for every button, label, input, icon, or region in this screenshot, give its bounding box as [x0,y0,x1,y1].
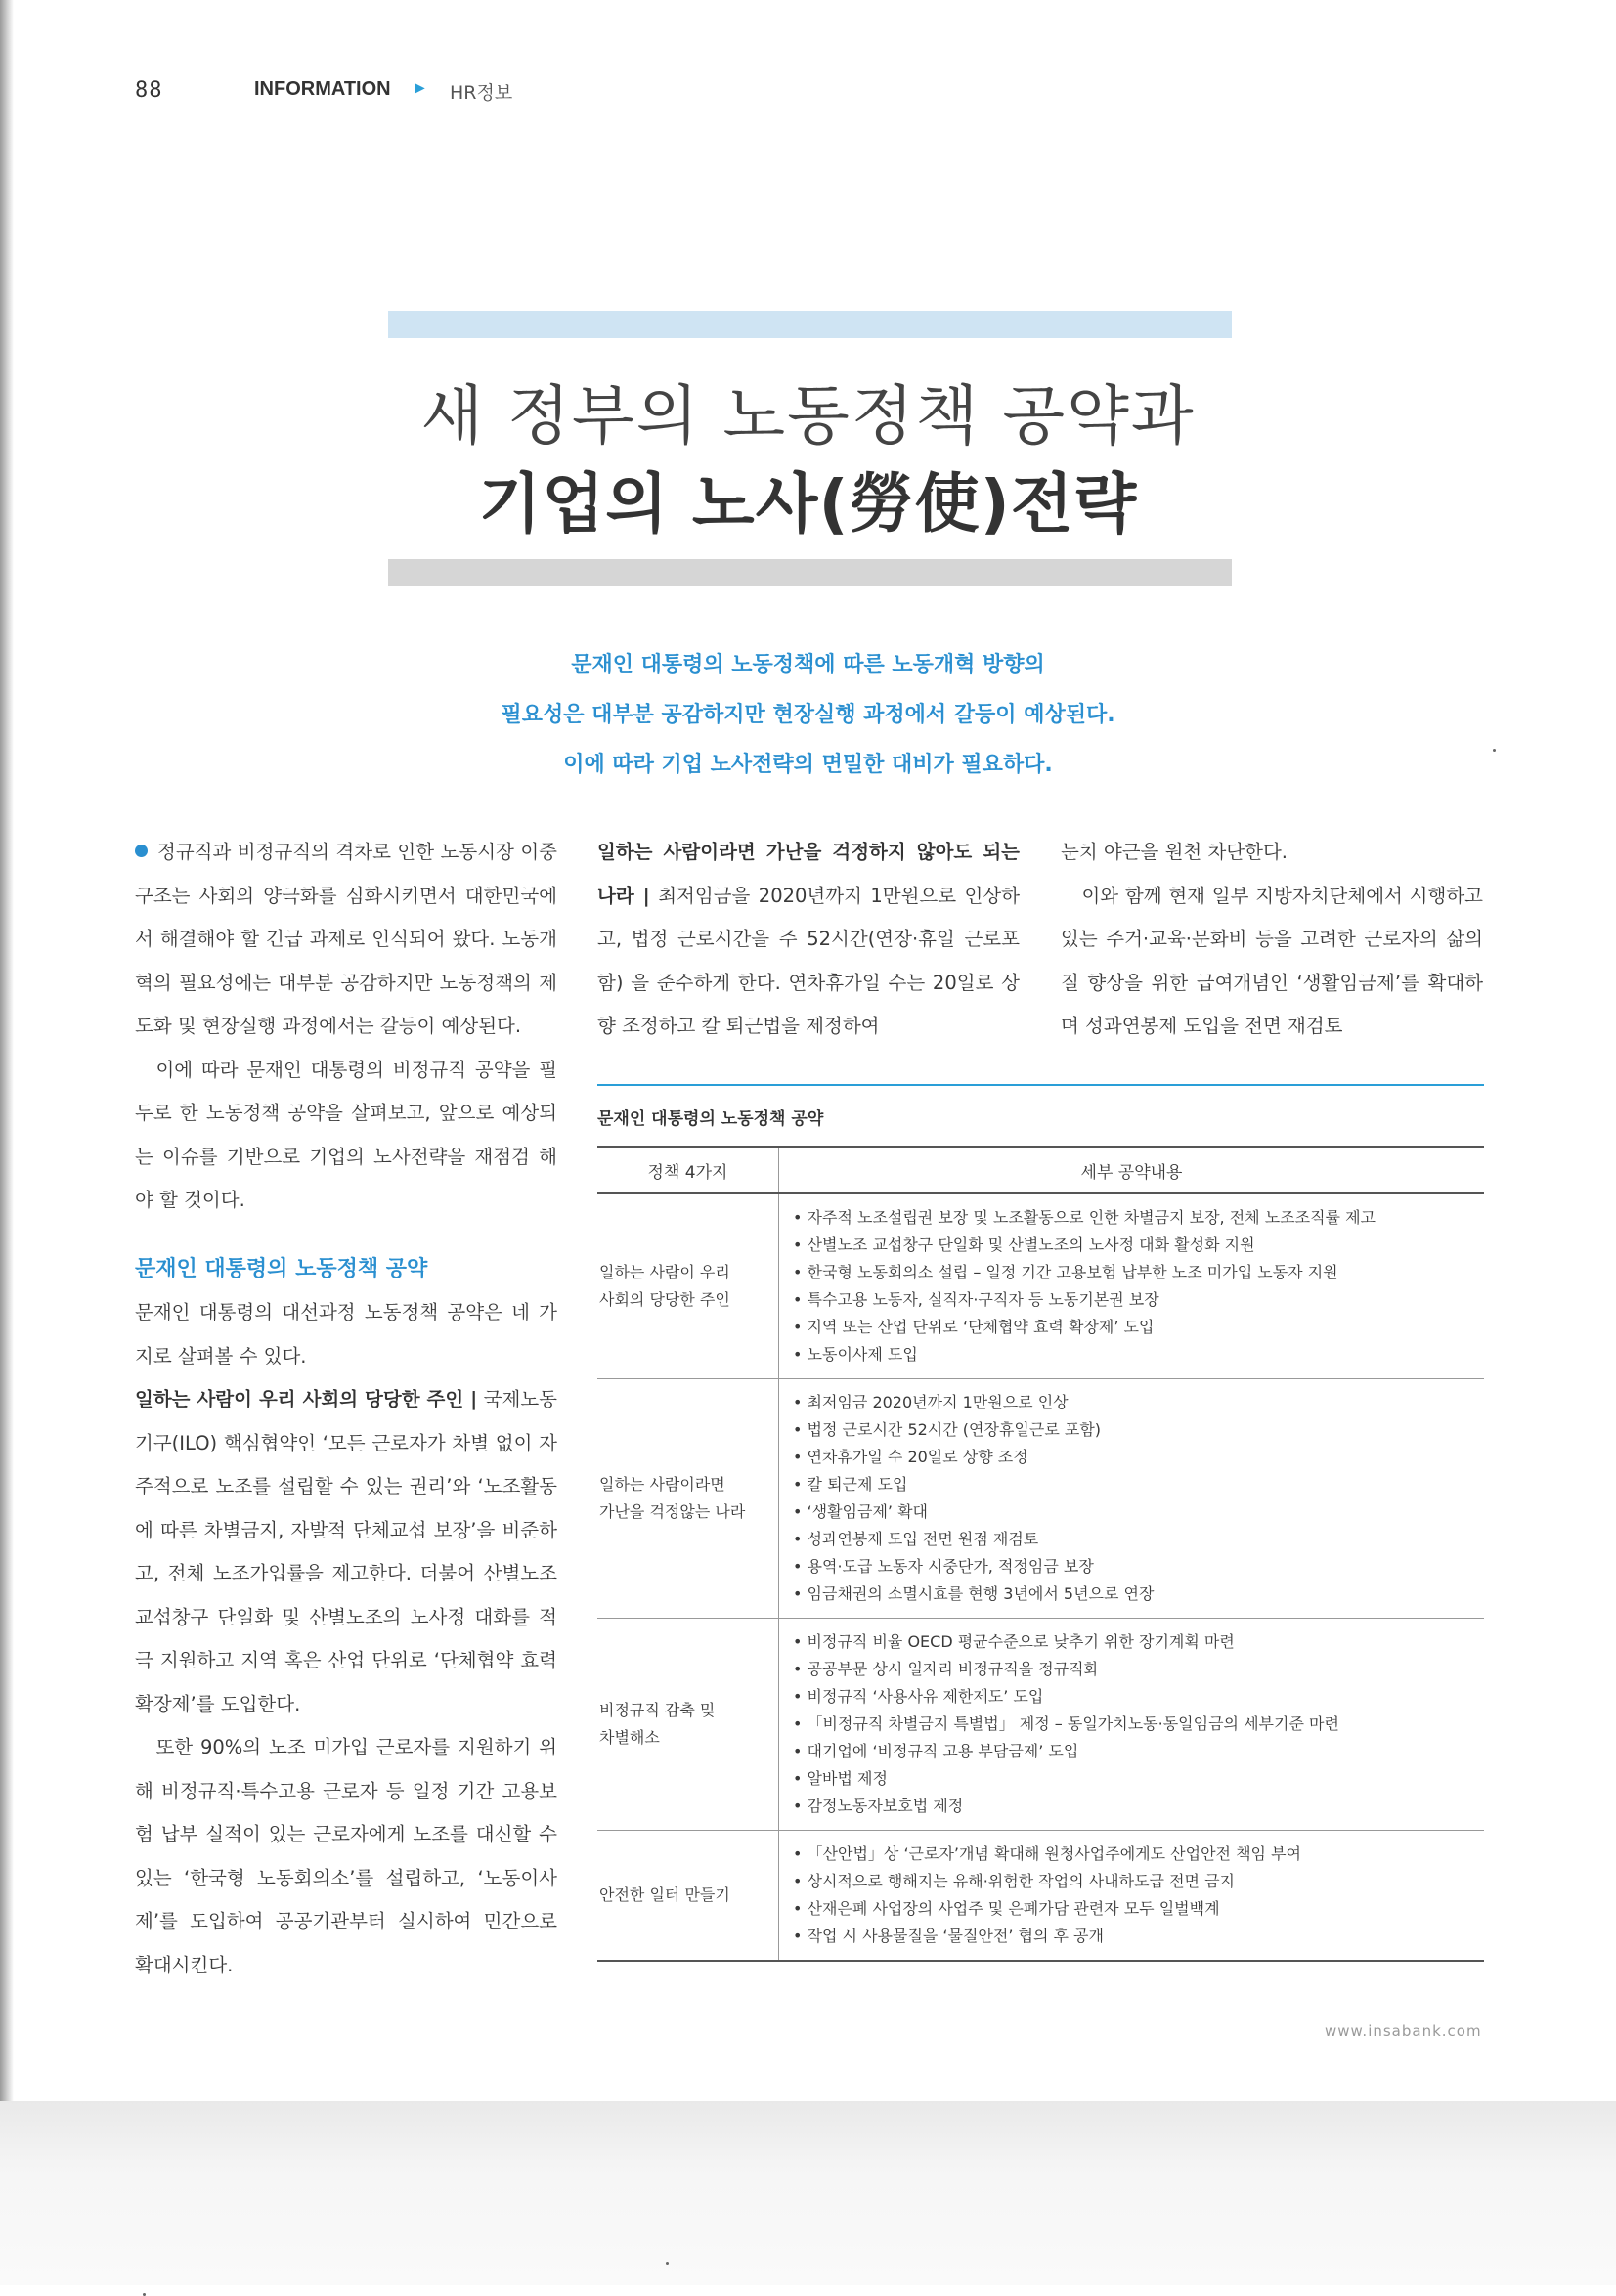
title-bar-top [388,311,1232,338]
policy-cell: 비정규직 감축 및 차별해소 [597,1619,779,1831]
details-cell [779,1193,1485,1379]
list-item: • 지역 또는 산업 단위로 ‘단체협약 효력 확장제’ 도입 [793,1314,1484,1341]
policy-lead: 일하는 사람이라면 가난을 걱정하지 않아도 되는 나라 | [597,841,1020,907]
body-paragraph: 일하는 사람이 우리 사회의 당당한 주인 | 국제노동기구(ILO) 핵심협약인 ‘모든 근로자가 차별 없이 자주적으로 노조를 설립할 수 있는 권리’와 ‘노조활동에 따른 차별금지, 자발적 단체교섭 보장’을 비준하고, 전체 노조가입률을 제고한다. 더불어 산별노조 교섭창구 단일화 및 산별노조의 노사정 대화를 적극 지원하고 지역 혹은 산업 단위로 ‘단체협약 효력 확장제’를 도입한다. [135,1388,557,1715]
list-item: • 한국형 노동회의소 설립 – 일정 기간 고용보험 납부한 노조 미가입 노동자 지원 [793,1259,1484,1286]
details-cell [779,1831,1485,1962]
policy-table [597,1146,1484,1962]
list-item: • 법정 근로시간 52시간 (연장휴일근로 포함) [793,1416,1484,1444]
scan-bottom-shadow [0,2101,1616,2285]
list-item: • 감정노동자보호법 제정 [793,1793,1484,1820]
table-top-rule [597,1084,1484,1086]
body-paragraph: 정규직과 비정규직의 격차로 인한 노동시장 이중구조는 사회의 양극화를 심화시키면서 대한민국에서 해결해야 할 긴급 과제로 인식되어 왔다. 노동개혁의 필요성에는 대부분 공감하지만 노동정책의 제도화 및 현장실행 과정에서는 갈등이 예상된다. [135,841,557,1037]
list-item: • 자주적 노조설립권 보장 및 노조활동으로 인한 차별금지 보장, 전체 노조조직률 제고 [793,1204,1484,1232]
policy-cell: 안전한 일터 만들기 [597,1831,779,1962]
list-item: • 임금채권의 소멸시효를 현행 3년에서 5년으로 연장 [793,1581,1484,1608]
title-bar-bottom [388,559,1232,586]
lead-paragraph [0,640,1616,790]
table-header-row [597,1147,1484,1193]
list-item: • 칼 퇴근제 도입 [793,1471,1484,1498]
list-item: • ‘생활임금제’ 확대 [793,1498,1484,1526]
subsection-label: HR정보 [450,82,513,104]
lead-line: 필요성은 대부분 공감하지만 현장실행 과정에서 갈등이 예상된다. [501,703,1115,727]
body-paragraph: 또한 90%의 노조 미가입 근로자를 지원하기 위해 비정규직·특수고용 근로자 등 일정 기간 고용보험 납부 실적이 있는 근로자에게 노조를 대신할 수 있는 ‘한국형 노동회의소’를 설립하고, ‘노동이사제’를 도입하여 공공기관부터 실시하여 민간으로 확대시킨다. [135,1736,557,1976]
details-cell [779,1619,1485,1831]
body-paragraph: 문재인 대통령의 대선과정 노동정책 공약은 네 가지로 살펴볼 수 있다. [135,1301,557,1367]
details-cell [779,1379,1485,1619]
list-item: • 성과연봉제 도입 전면 원점 재검토 [793,1526,1484,1553]
list-item: • 대기업에 ‘비정규직 고용 부담금제’ 도입 [793,1738,1484,1765]
table-caption: 문재인 대통령의 노동정책 공약 [597,1109,824,1129]
table-header-policy: 정책 4가지 [597,1147,779,1193]
section-subheading: 문재인 대통령의 노동정책 공약 [135,1256,428,1281]
table-row [597,1831,1484,1962]
page-number: 88 [135,78,163,103]
website-footer: www.insabank.com [1325,2022,1482,2040]
title-line-1: 새 정부의 노동정책 공약과 [420,378,1196,454]
body-column-2 [597,831,1020,1049]
policy-cell: 일하는 사람이 우리 사회의 당당한 주인 [597,1193,779,1379]
scan-edge [0,0,14,2101]
list-item: • 산재은폐 사업장의 사업주 및 은폐가담 관련자 모두 일벌백계 [793,1895,1484,1923]
list-item: • 최저임금 2020년까지 1만원으로 인상 [793,1389,1484,1416]
table-header-details: 세부 공약내용 [779,1147,1485,1193]
policy-cell: 일하는 사람이라면 가난을 걱정않는 나라 [597,1379,779,1619]
list-item: • 비정규직 비율 OECD 평균수준으로 낮추기 위한 장기계획 마련 [793,1628,1484,1656]
body-column-3 [1061,831,1483,1049]
list-item: • 공공부문 상시 일자리 비정규직을 정규직화 [793,1656,1484,1683]
title-line-2: 기업의 노사(勞使)전략 [478,466,1138,542]
list-item: • 「산안법」상 ‘근로자’개념 확대해 원청사업주에게도 산업안전 책임 부여 [793,1841,1484,1868]
lead-line: 문재인 대통령의 노동정책에 따른 노동개혁 방향의 [571,653,1045,677]
list-item: • 상시적으로 행해지는 유해·위험한 작업의 사내하도급 전면 금지 [793,1868,1484,1895]
body-paragraph: 이에 따라 문재인 대통령의 비정규직 공약을 필두로 한 노동정책 공약을 살펴보고, 앞으로 예상되는 이슈를 기반으로 기업의 노사전략을 재점검 해야 할 것이다. [135,1058,557,1211]
table-row [597,1379,1484,1619]
list-item: • 연차휴가일 수 20일로 상향 조정 [793,1444,1484,1471]
list-item: • 알바법 제정 [793,1765,1484,1793]
list-item: • 노동이사제 도입 [793,1341,1484,1368]
body-paragraph: 일하는 사람이라면 가난을 걱정하지 않아도 되는 나라 | 최저임금을 2020년까지 1만원으로 인상하고, 법정 근로시간을 주 52시간(연장·휴일 근로포함) 을 준수하게 한다. 연차휴가일 수는 20일로 상향 조정하고 칼 퇴근법을 제정하여 [597,841,1020,1037]
list-item: • 비정규직 ‘사용사유 제한제도’ 도입 [793,1683,1484,1711]
body-paragraph: 눈치 야근을 원천 차단한다. [1061,841,1288,863]
list-item: • 용역·도급 노동자 시중단가, 적정임금 보장 [793,1553,1484,1581]
scan-speck [1493,749,1496,752]
table-row [597,1619,1484,1831]
table-row [597,1193,1484,1379]
bullet-dot-icon [135,845,148,857]
section-label: INFORMATION [254,78,391,100]
body-column-1 [135,831,557,1987]
triangle-right-icon: ▶ [415,80,425,96]
list-item: • 작업 시 사용물질을 ‘물질안전’ 협의 후 공개 [793,1923,1484,1950]
list-item: • 「비정규직 차별금지 특별법」 제정 – 동일가치노동·동일임금의 세부기준 마련 [793,1711,1484,1738]
lead-line: 이에 따라 기업 노사전략의 면밀한 대비가 필요하다. [563,753,1053,777]
list-item: • 산별노조 교섭창구 단일화 및 산별노조의 노사정 대화 활성화 지원 [793,1232,1484,1259]
list-item: • 특수고용 노동자, 실직자·구직자 등 노동기본권 보장 [793,1286,1484,1314]
policy-lead: 일하는 사람이 우리 사회의 당당한 주인 | [135,1388,478,1410]
scan-speck [666,2262,669,2265]
body-paragraph: 이와 함께 현재 일부 지방자치단체에서 시행하고 있는 주거·교육·문화비 등을 고려한 근로자의 삶의 질 향상을 위한 급여개념인 ‘생활임금제’를 확대하며 성과연봉제 도입을 전면 재검토 [1061,884,1483,1037]
